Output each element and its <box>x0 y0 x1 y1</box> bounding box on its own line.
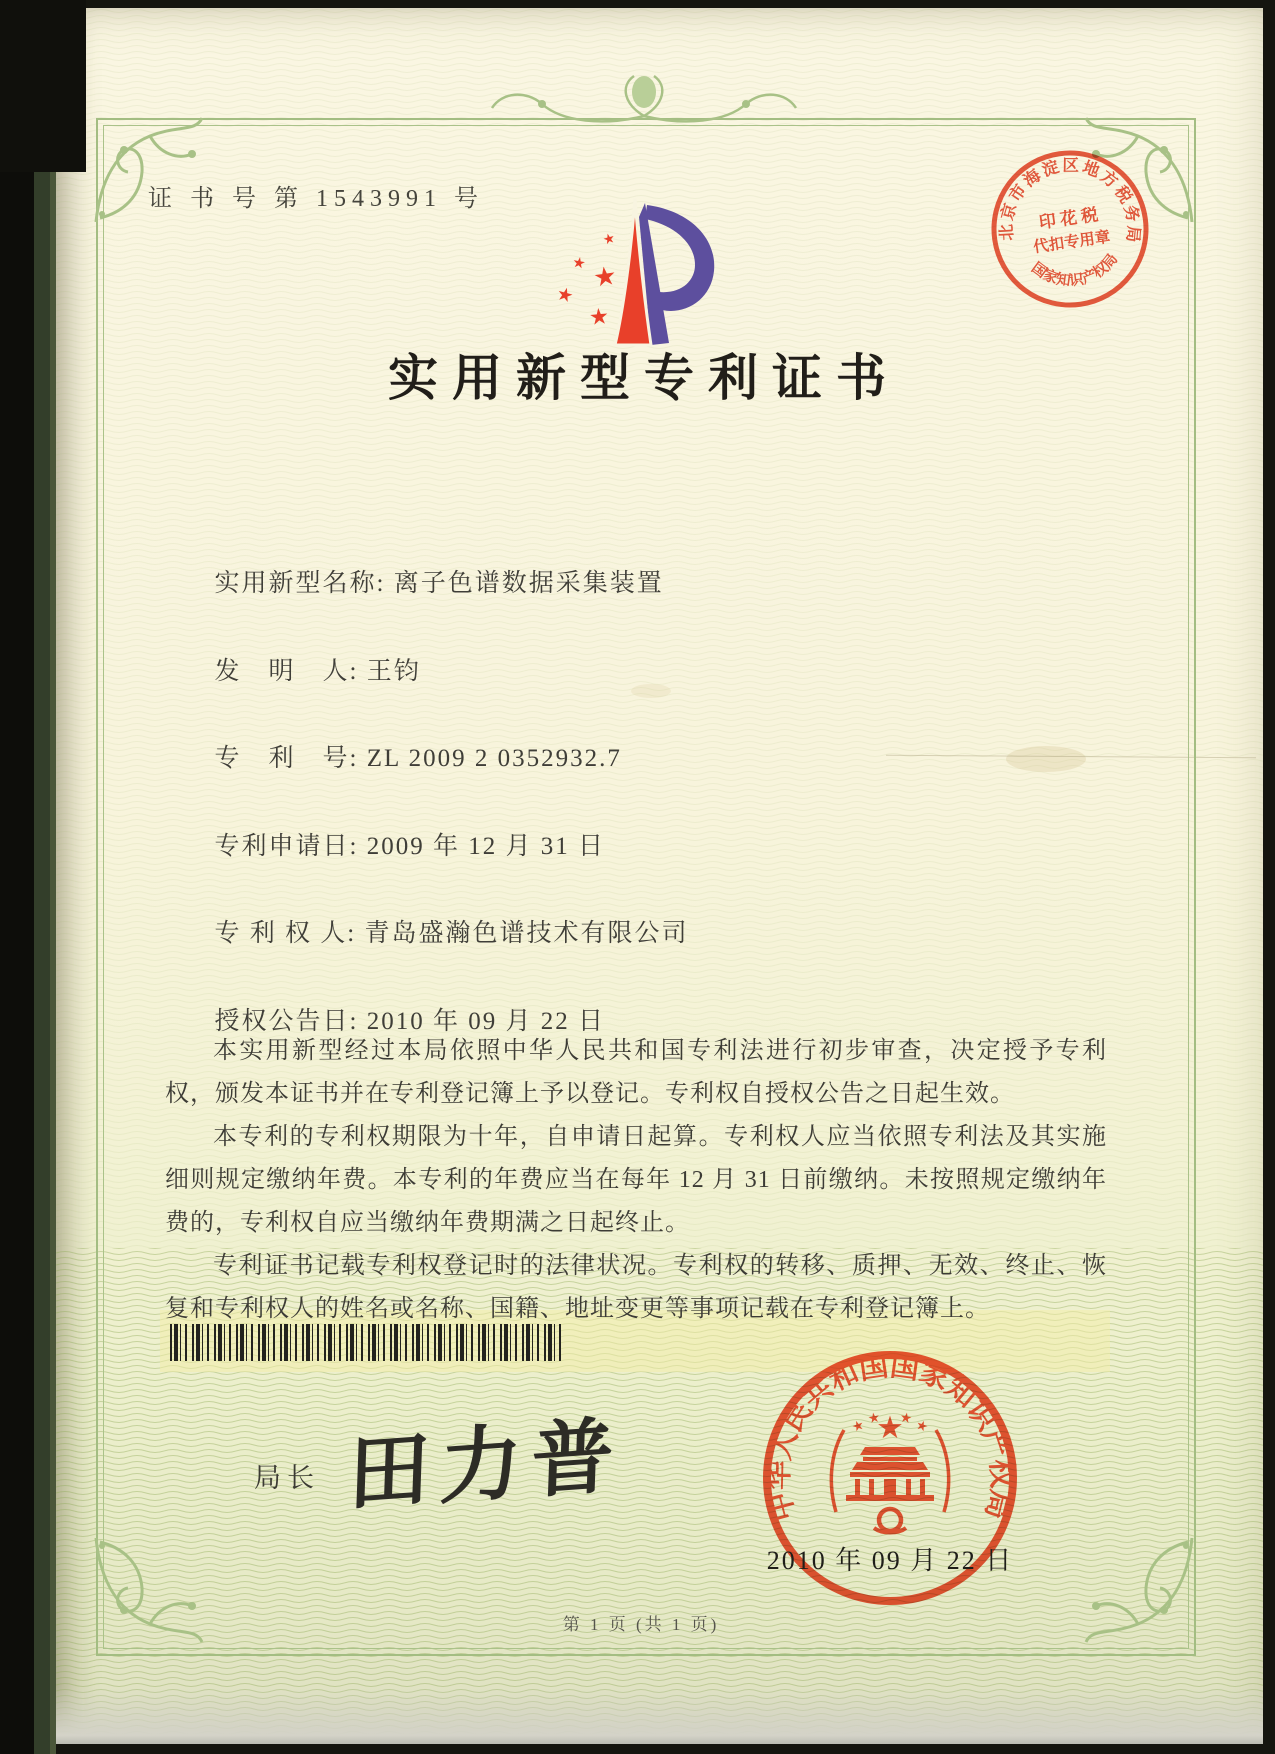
field-label: 授权公告日: <box>214 1008 367 1035</box>
field-row <box>165 798 1145 890</box>
field-label: 实用新型名称: <box>214 570 394 597</box>
field-row <box>165 623 1145 715</box>
legal-text-block <box>165 1030 1107 1331</box>
tax-stamp-ring-bottom: 国家知识产权局 <box>1028 251 1122 290</box>
field-label: 发 明 人: <box>214 658 367 685</box>
field-label: 专 利 号: <box>214 745 367 772</box>
field-value: 离子色谱数据采集装置 <box>393 570 664 597</box>
field-value: 王钧 <box>366 658 421 685</box>
page-bottom-edge <box>56 1686 1263 1744</box>
tax-stamp-center-line2: 代扣专用章 <box>1032 228 1112 257</box>
certificate-sheet <box>56 8 1263 1744</box>
field-row <box>165 885 1145 977</box>
signature-handwriting: 田力普 <box>346 1408 626 1523</box>
tax-stamp-ring-top: 北京市海淀区地方税务局 <box>996 155 1144 244</box>
body-paragraph: 本实用新型经过本局依照中华人民共和国专利法进行初步审查，决定授予专利权，颁发本证书并在专利登记簿上予以登记。专利权自授权公告之日起生效。 <box>165 1038 1107 1107</box>
tax-stamp <box>974 133 1166 325</box>
tax-stamp-center-line1: 印 花 税 <box>1037 205 1100 233</box>
top-border-ornament-icon <box>484 64 804 136</box>
field-value: ZL 2009 2 0352932.7 <box>366 745 622 772</box>
scan-corner-shadow <box>0 0 86 172</box>
sipo-logo-icon <box>543 193 719 359</box>
field-value: 2009 年 12 月 31 日 <box>366 833 605 860</box>
book-spine <box>0 0 56 1754</box>
signer-title-label: 局长 <box>254 1463 320 1493</box>
field-value: 2010 年 09 月 22 日 <box>366 1008 605 1035</box>
body-paragraph: 本专利的专利权期限为十年，自申请日起算。专利权人应当依照专利法及其实施细则规定缴纳年费。本专利的年费应当在每年 12 月 31 日前缴纳。未按照规定缴纳年费的，专利权自应当缴纳年费期满之日起终止。 <box>165 1124 1107 1236</box>
issue-date: 2010 年 09 月 22 日 <box>766 1546 1014 1575</box>
corner-flourish-icon <box>1080 1530 1200 1650</box>
logo-stars-icon <box>557 232 617 325</box>
body-paragraph: 专利证书记载专利权登记时的法律状况。专利权的转移、质押、无效、终止、恢复和专利权人的姓名或名称、国籍、地址变更等事项记载在专利登记簿上。 <box>165 1253 1107 1322</box>
barcode <box>170 1324 562 1361</box>
national-emblem-icon <box>831 1412 948 1533</box>
page-title: 实用新型专利证书 <box>388 350 900 406</box>
field-row <box>165 710 1145 802</box>
field-label: 专利申请日: <box>214 833 367 860</box>
seal-ring-text: 中华人民共和国国家知识产权局 <box>762 1350 1018 1525</box>
corner-flourish-icon <box>88 1530 208 1650</box>
field-row <box>165 535 1145 627</box>
field-value: 青岛盛瀚色谱技术有限公司 <box>364 920 689 947</box>
page-footer: 第 1 页 (共 1 页) <box>562 1615 720 1634</box>
certificate-number: 证 书 号 第 1543991 号 <box>148 186 484 212</box>
field-label: 专 利 权 人: <box>214 920 365 947</box>
